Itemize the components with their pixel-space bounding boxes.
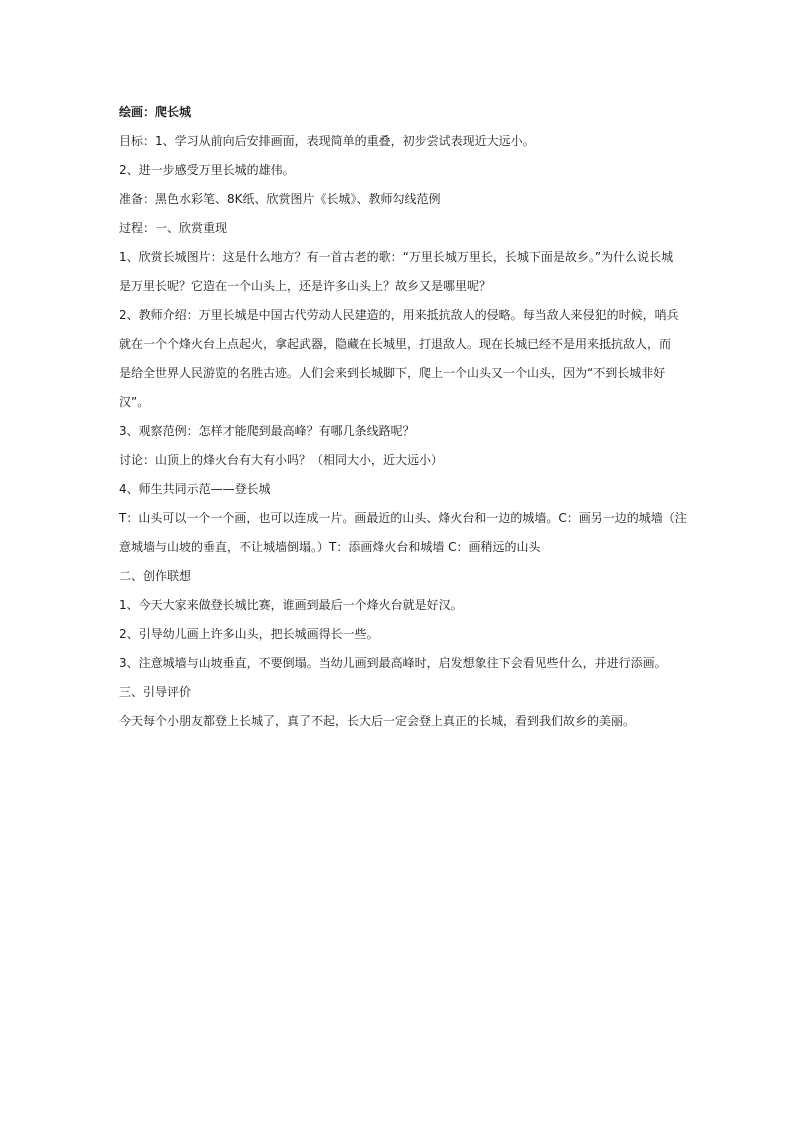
text-line-step-4: 4、师生共同示范——登长城 (119, 482, 271, 496)
text-line-step-2a: 2、教师介绍：万里长城是中国古代劳动人民建造的，用来抵抗敌人的侵略。每当敌人来侵犯的时候，哨兵 (119, 308, 679, 322)
text-line-preparation: 准备：黑色水彩笔、8K纸、欣赏图片《长城》、教师勾线范例 (119, 192, 441, 206)
text-line-step-3: 3、观察范例：怎样才能爬到最高峰？有哪几条线路呢？ (119, 424, 415, 438)
text-line-demo-a: T：山头可以一个一个画，也可以连成一片。画最近的山头、烽火台和一边的城墙。C：画另一边的城墙（注 (119, 511, 687, 525)
document-page (119, 98, 687, 736)
text-line-demo-b: 意城墙与山坡的垂直，不让城墙倒塌。）T：添画烽火台和城墙 C：画稍远的山头 (119, 540, 541, 554)
text-line-goal-1: 目标：1、学习从前向后安排画面，表现简单的重叠，初步尝试表现近大远小。 (119, 134, 535, 148)
text-line-goal-2: 2、进一步感受万里长城的雄伟。 (119, 163, 295, 177)
text-line-creative-1: 1、今天大家来做登长城比赛，谁画到最后一个烽火台就是好汉。 (119, 598, 463, 612)
text-line-process-heading: 过程：一、欣赏重现 (119, 221, 228, 235)
text-line-creative-3: 3、注意城墙与山坡垂直，不要倒塌。当幼儿画到最高峰时，启发想象往下会看见些什么，并进行添画。 (119, 656, 667, 670)
text-line-step-1b: 是万里长呢？它造在一个山头上，还是许多山头上？故乡又是哪里呢？ (119, 279, 492, 293)
text-line-step-2d: 汉”。 (119, 395, 150, 409)
text-line-evaluation: 今天每个小朋友都登上长城了，真了不起，长大后一定会登上真正的长城，看到我们故乡的美丽。 (119, 714, 636, 728)
text-line-creative-2: 2、引导幼儿画上许多山头，把长城画得长一些。 (119, 627, 379, 641)
text-line-section-2-heading: 二、创作联想 (119, 569, 192, 583)
text-line-section-3-heading: 三、引导评价 (119, 685, 192, 699)
text-line-step-1a: 1、欣赏长城图片：这是什么地方？有一首古老的歌：“万里长城万里长，长城下面是故乡。”为什么说长城 (119, 250, 674, 264)
text-line-discussion: 讨论：山顶上的烽火台有大有小吗？（相同大小，近大远小） (119, 453, 444, 467)
text-line-step-2c: 是给全世界人民游览的名胜古迹。人们会来到长城脚下，爬上一个山头又一个山头，因为“不到长城非好 (119, 366, 666, 380)
document-title: 绘画：爬长城 (119, 105, 192, 119)
text-line-step-2b: 就在一个个烽火台上点起火，拿起武器，隐藏在长城里，打退敌人。现在长城已经不是用来抵抗敌人，而 (119, 337, 672, 351)
